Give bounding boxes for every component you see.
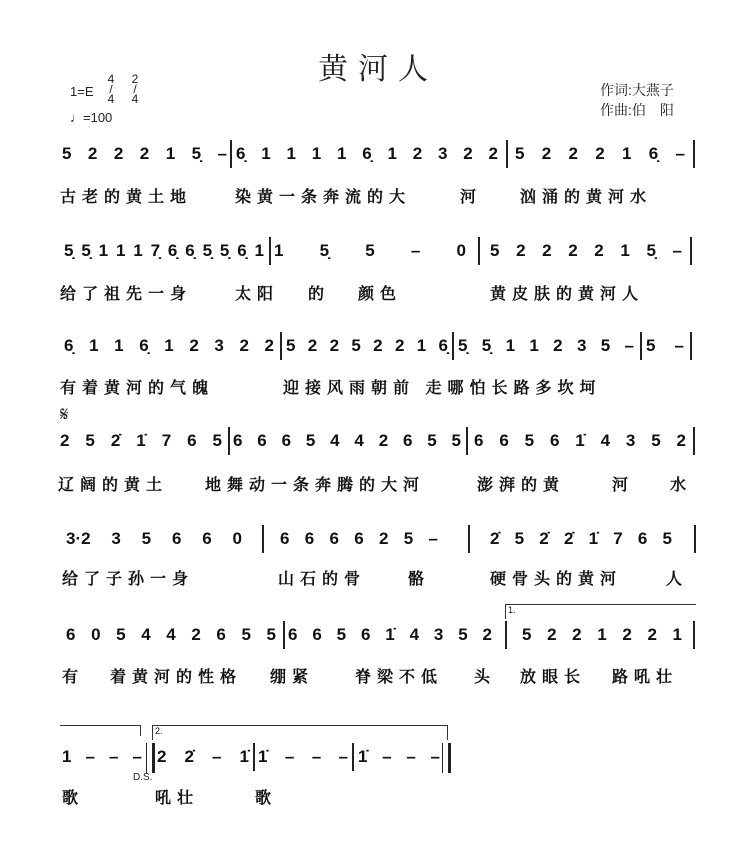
barline	[280, 332, 282, 360]
lyric: 地舞动一条奔腾的大河	[205, 477, 426, 494]
barline	[694, 525, 696, 553]
lyricist: 作词:大燕子	[600, 82, 674, 98]
barline	[253, 743, 255, 771]
lyric: 澎湃的黄	[477, 477, 566, 494]
measure: 2 5 2̇ 1̇ 7 6 5	[60, 431, 222, 450]
measure: 5 2 2 5 2 2 1 6̣	[286, 336, 448, 355]
lyric: 绷紧	[270, 669, 315, 686]
barline	[505, 621, 507, 649]
lyric: 吼壮	[155, 790, 200, 807]
measure: 1 – – –	[62, 747, 142, 766]
key-signature: 1=E	[70, 84, 94, 99]
measure: 6 6 6 6 2 5 –	[280, 529, 438, 548]
composer: 作曲:伯 阳	[600, 102, 674, 118]
barline	[262, 525, 264, 553]
lyric: 古老的黄土地	[60, 189, 193, 206]
measure: 5 2 2 1 2 2 1	[522, 625, 682, 644]
measure: 5̣ 5̣ 1 1 1 7̣ 6̣ 6̣ 5̣ 5̣ 6̣ 1	[64, 241, 264, 260]
final-barline	[442, 743, 451, 773]
measure: 5 –	[646, 336, 684, 355]
measure: 6 0 5 4 4 2 6 5 5	[66, 625, 276, 644]
lyric: 骼	[408, 571, 431, 588]
measure: 1̇ – – –	[258, 747, 348, 766]
lyric: 迎接风雨朝前 走哪怕长路多坎坷	[283, 380, 602, 397]
lyric: 脊梁不低	[355, 669, 444, 686]
song-title: 黄河人	[318, 52, 438, 87]
lyric: 黄皮肤的黄河人	[490, 286, 645, 303]
time-signature-2-4: 2/4	[131, 72, 139, 106]
lyric: 水	[670, 477, 693, 494]
barline	[478, 237, 480, 265]
segno-icon: 𝄋	[60, 404, 69, 426]
barline	[640, 332, 642, 360]
lyric: 路吼壮	[612, 669, 679, 686]
measure: 5 2 2 2 1 5̣ –	[62, 144, 227, 163]
volta-1-bracket: 1.	[505, 604, 696, 619]
tempo-value: =100	[83, 110, 113, 125]
barline	[693, 140, 695, 168]
lyric: 头	[474, 669, 497, 686]
barline	[506, 140, 508, 168]
lyric: 放眼长	[520, 669, 587, 686]
measure: 6 6 5 6 1̇ 4 3 5 2	[288, 625, 492, 644]
lyric: 颜色	[358, 286, 403, 303]
barline	[466, 427, 468, 455]
lyric: 的	[308, 286, 331, 303]
measure: 5 2 2 2 2 1 5̣ –	[490, 241, 682, 260]
barline	[228, 427, 230, 455]
lyric: 山石的骨	[278, 571, 367, 588]
quarter-note-icon: ♩	[70, 110, 83, 125]
lyric: 汹涌的黄河水	[520, 189, 653, 206]
lyric: 人	[666, 571, 689, 588]
lyric: 太阳	[235, 286, 280, 303]
barline	[468, 525, 470, 553]
measure: 2 2̇ – 1̇	[157, 747, 249, 766]
barline	[693, 621, 695, 649]
tempo-marking	[70, 110, 112, 125]
measure: 6̣ 1 1 6̣ 1 2 3 2 2	[64, 336, 274, 355]
lyric: 给了祖先一身	[60, 286, 193, 303]
lyric: 有	[62, 669, 85, 686]
barline	[283, 621, 285, 649]
barline	[230, 140, 232, 168]
measure: 1 5̣ 5 – 0	[274, 241, 466, 260]
measure: 3·2 3 5 6 6 0	[66, 529, 242, 548]
lyric: 辽阔的黄土	[58, 477, 169, 494]
measure: 5 2 2 2 1 6̣ –	[515, 144, 685, 163]
measure: 2̇ 5 2̇ 2̇ 1̇ 7 6 5	[490, 529, 672, 548]
lyric: 歌	[62, 790, 85, 807]
barline	[693, 427, 695, 455]
barline	[690, 332, 692, 360]
barline	[269, 237, 271, 265]
measure: 6̣ 1 1 1 1 6̣ 1 2 3 2 2	[236, 144, 498, 163]
dal-segno-marking: D.S.	[133, 772, 153, 783]
barline	[452, 332, 454, 360]
lyric: 硬骨头的黄河	[490, 571, 623, 588]
measure: 6 6 6 5 4 4 2 6 5 5	[233, 431, 461, 450]
double-barline	[146, 743, 155, 773]
measure: 6 6 5 6 1̇ 4 3 5 2	[474, 431, 686, 450]
measure: 5̣ 5̣ 1 1 2 3 5 –	[458, 336, 634, 355]
measure: 1̇ – – –	[358, 747, 440, 766]
lyric: 染黄一条奔流的大	[235, 189, 412, 206]
lyric: 河	[460, 189, 483, 206]
volta-1-continuation	[60, 725, 141, 736]
volta-2-bracket: 2.	[152, 725, 448, 740]
time-signature-4-4: 4/4	[107, 72, 115, 106]
lyric: 河	[612, 477, 635, 494]
lyric: 有着黄河的气魄	[60, 380, 215, 397]
lyric: 歌	[255, 790, 278, 807]
barline	[690, 237, 692, 265]
lyric: 着黄河的性格	[110, 669, 243, 686]
barline	[352, 743, 354, 771]
lyric: 给了子孙一身	[62, 571, 195, 588]
